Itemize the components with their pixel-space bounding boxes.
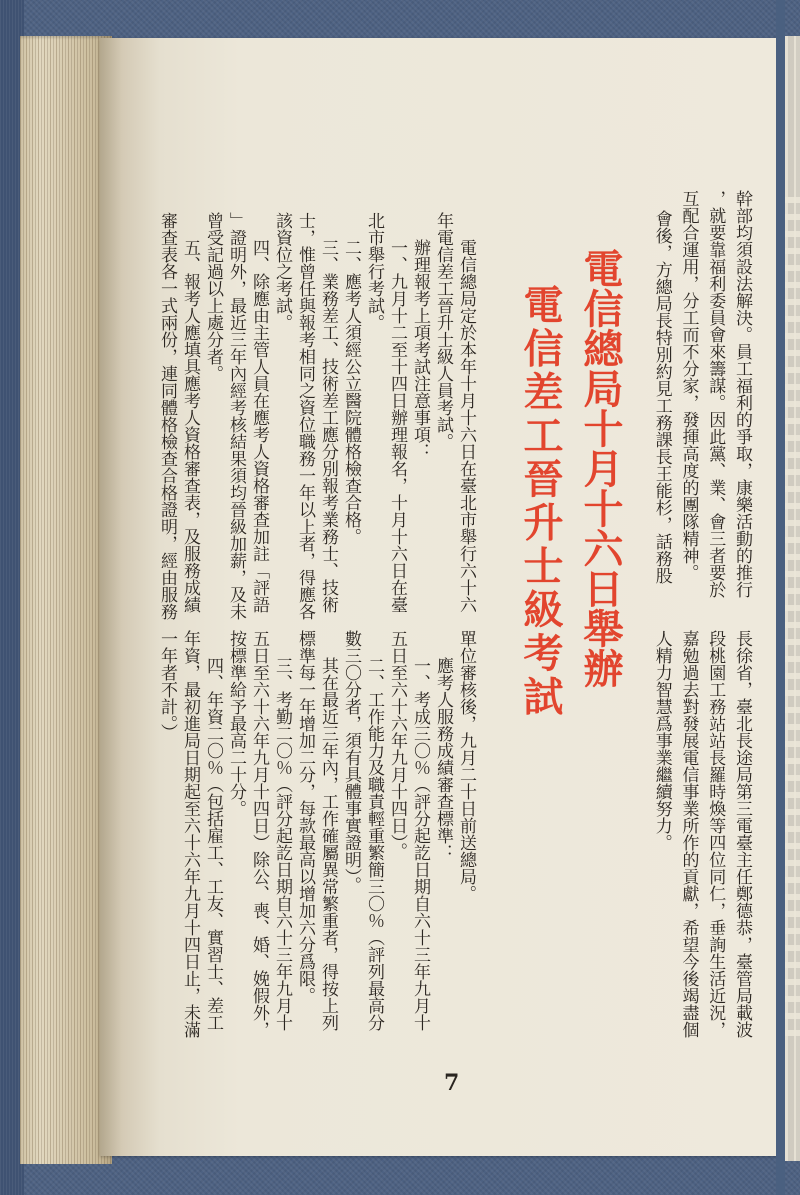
previous-article-upper-tier [648, 190, 755, 610]
text-column: 電信總局定於本年十月十六日在臺北市舉行六十六 [456, 239, 476, 614]
text-column: 該資位之考試。 [272, 212, 292, 331]
text-column: 一、九月十二至十四日辦理報名，十月十六日在臺 [387, 239, 407, 614]
text-column: 年電信差工晉升士級人員考試。 [433, 212, 453, 450]
headline-line-1: 電信總局十月十六日舉辦 [577, 248, 623, 688]
text-column: 人精力智慧爲事業繼續努力。 [651, 630, 672, 851]
text-column: 一、考成三〇％（評分起訖日期自六十三年九月十 [410, 657, 430, 1032]
text-column: 應考人服務成績審查標準： [433, 657, 453, 862]
text-column: 一年者不計。） [157, 630, 177, 741]
text-column: 幹部均須設法解決。員工福利的爭取，康樂活動的推行 [732, 190, 752, 598]
text-column: 會後，方總局長特別約見工務課長王能杉，話務股 [651, 210, 672, 585]
text-column: 五日至六十六年九月十四日）。 [387, 630, 407, 860]
text-column: 二、應考人須經公立醫院體格檢查合格。 [341, 239, 361, 546]
text-column: 互配合運用，分工而不分家，發揮高度的團隊精神。 [678, 190, 699, 581]
adjacent-page-edge [785, 36, 800, 1161]
text-column: 三、業務差工、技術差工應分別報考業務士、技術 [318, 239, 338, 614]
text-column: 五日至六十六年九月十四日）除公、喪、婚、娩假外， [249, 630, 269, 1038]
text-column: 年資，最初進局日期起至六十六年九月十四日止，未滿 [180, 630, 200, 1038]
text-column: 四、除應由主管人員在應考人資格審查加註「評語 [249, 239, 269, 614]
previous-article-lower-tier [648, 630, 755, 1050]
text-column: 北市舉行考試。 [364, 212, 384, 331]
exam-notice-upper-tier [155, 212, 477, 632]
text-column: 審查表各一式兩份，連同體格檢查合格證明，經由服務 [157, 212, 177, 620]
text-column: 單位審核後，九月二十日前送總局。 [456, 630, 476, 902]
text-column: ，就要靠福利委員會來籌謀。因此黨、業、會三者要於 [705, 190, 726, 598]
text-column: 數三〇分者，須有具體事實證明）。 [341, 630, 361, 894]
exam-notice-lower-tier [155, 630, 477, 1050]
text-column: 其在最近三年內，工作確屬異常繁重者，得按上列 [318, 657, 338, 1032]
text-column: 長徐省，臺北長途局第三電臺主任鄭德恭，臺管局載波 [732, 630, 752, 1038]
text-column: 二、工作能力及職責輕重繁簡三〇％（評列最高分 [364, 657, 384, 1032]
page-edge-stack [20, 36, 112, 1164]
text-column: 三、考勤二〇％（評分起訖日期自六十三年九月十 [272, 657, 292, 1032]
text-column: 曾受記過以上處分者。 [203, 212, 223, 382]
text-column: 標準每一年增加二分，每款最高以增加六分爲限。 [295, 630, 315, 1004]
text-column: 辦理報考上項考試注意事項： [410, 239, 430, 461]
text-column: 」證明外，最近三年內經考核結果須均晉級加薪，及未 [226, 212, 246, 620]
text-column: 五、報考人應填具應考人資格審查表，及服務成績 [180, 239, 200, 614]
text-column: 段桃園工務站站長羅時煥等四位同仁，垂詢生活近況， [705, 630, 726, 1038]
binding-strip-right [776, 0, 785, 1195]
page-number: 7 [444, 1070, 460, 1096]
headline-line-2: 電信差工晉升士級考試 [517, 284, 563, 719]
text-column: 嘉勉過去對發展電信事業所作的貢獻，希望今後竭盡個 [678, 630, 699, 1038]
headline [510, 240, 630, 730]
text-column: 按標準給予最高二十分。 [226, 630, 246, 817]
text-column: 士，惟曾任與報考相同之資位職務一年以上者，得應各 [295, 212, 315, 620]
text-column: 四、年資二〇％（包括雇工、工友、實習士、差工 [203, 657, 223, 1032]
